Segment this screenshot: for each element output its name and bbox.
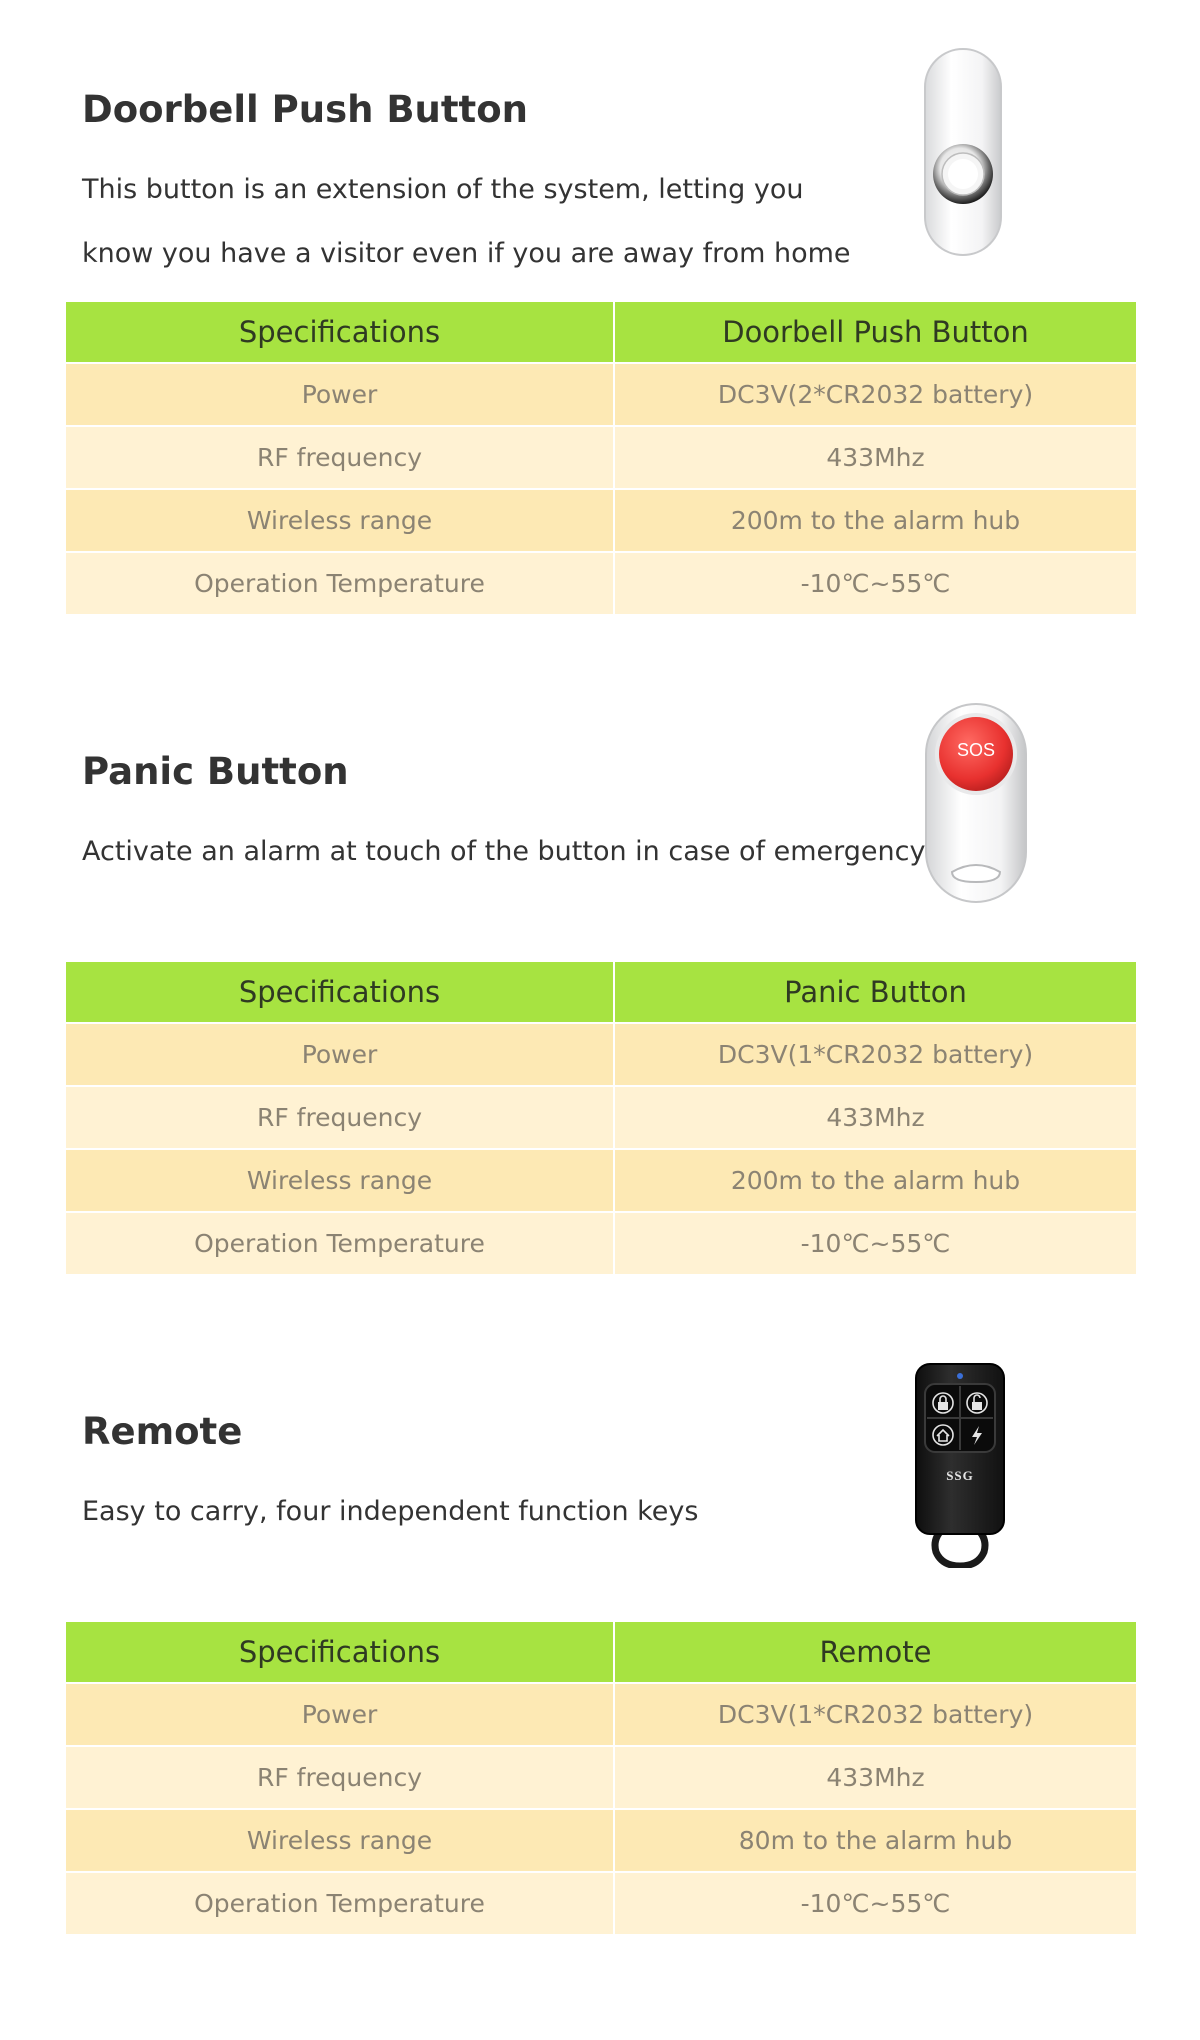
table-header-cell: Doorbell Push Button <box>614 302 1136 363</box>
panic-button-section <box>0 660 1200 1300</box>
spec-value: DC3V(1*CR2032 battery) <box>614 1683 1136 1746</box>
table-row <box>66 1212 1136 1274</box>
table-header-cell: Remote <box>614 1622 1136 1683</box>
table-row <box>66 1149 1136 1212</box>
table-row <box>66 1683 1136 1746</box>
spec-label: Wireless range <box>66 1149 614 1212</box>
section-description-line-1: Activate an alarm at touch of the button in case of emergency <box>82 836 926 867</box>
spec-value: DC3V(2*CR2032 battery) <box>614 363 1136 426</box>
spec-value: 200m to the alarm hub <box>614 489 1136 552</box>
section-description-line-1: Easy to carry, four independent function keys <box>82 1496 699 1527</box>
spec-label: RF frequency <box>66 1746 614 1809</box>
section-description-line-2: know you have a visitor even if you are away from home <box>82 238 851 269</box>
section-title: Doorbell Push Button <box>82 88 529 131</box>
spec-label: RF frequency <box>66 1086 614 1149</box>
spec-value: -10℃~55℃ <box>614 1212 1136 1274</box>
table-header-cell: Specifications <box>66 962 614 1023</box>
table-row <box>66 1872 1136 1934</box>
spec-label: Operation Temperature <box>66 1872 614 1934</box>
remote-control-icon <box>914 1362 1006 1572</box>
section-title: Remote <box>82 1410 243 1453</box>
table-row <box>66 1023 1136 1086</box>
spec-label: Power <box>66 1683 614 1746</box>
spec-label: Wireless range <box>66 1809 614 1872</box>
spec-label: Operation Temperature <box>66 1212 614 1274</box>
table-row <box>66 426 1136 489</box>
section-description-line-1: This button is an extension of the system, letting you <box>82 174 804 205</box>
spec-value: 433Mhz <box>614 1086 1136 1149</box>
table-row <box>66 552 1136 614</box>
spec-label: Operation Temperature <box>66 552 614 614</box>
spec-label: Wireless range <box>66 489 614 552</box>
spec-value: -10℃~55℃ <box>614 552 1136 614</box>
remote-spec-table <box>66 1622 1136 1934</box>
spec-label: RF frequency <box>66 426 614 489</box>
doorbell-push-button-icon <box>922 46 1004 262</box>
panic-button-icon <box>922 700 1030 910</box>
remote-brand-label: SSG <box>946 1468 974 1483</box>
doorbell-section <box>0 0 1200 620</box>
table-row <box>66 489 1136 552</box>
spec-value: 433Mhz <box>614 426 1136 489</box>
table-row <box>66 1086 1136 1149</box>
table-row <box>66 1746 1136 1809</box>
spec-value: -10℃~55℃ <box>614 1872 1136 1934</box>
doorbell-spec-table <box>66 302 1136 614</box>
table-header-row <box>66 1622 1136 1683</box>
spec-value: DC3V(1*CR2032 battery) <box>614 1023 1136 1086</box>
table-header-row <box>66 962 1136 1023</box>
table-row <box>66 1809 1136 1872</box>
table-header-cell: Specifications <box>66 302 614 363</box>
panic-button-spec-table <box>66 962 1136 1274</box>
spec-value: 80m to the alarm hub <box>614 1809 1136 1872</box>
spec-value: 200m to the alarm hub <box>614 1149 1136 1212</box>
table-header-cell: Panic Button <box>614 962 1136 1023</box>
table-row <box>66 363 1136 426</box>
table-header-row <box>66 302 1136 363</box>
section-title: Panic Button <box>82 750 349 793</box>
sos-label: SOS <box>956 740 995 760</box>
spec-value: 433Mhz <box>614 1746 1136 1809</box>
spec-label: Power <box>66 1023 614 1086</box>
spec-label: Power <box>66 363 614 426</box>
remote-section <box>0 1320 1200 1960</box>
table-header-cell: Specifications <box>66 1622 614 1683</box>
